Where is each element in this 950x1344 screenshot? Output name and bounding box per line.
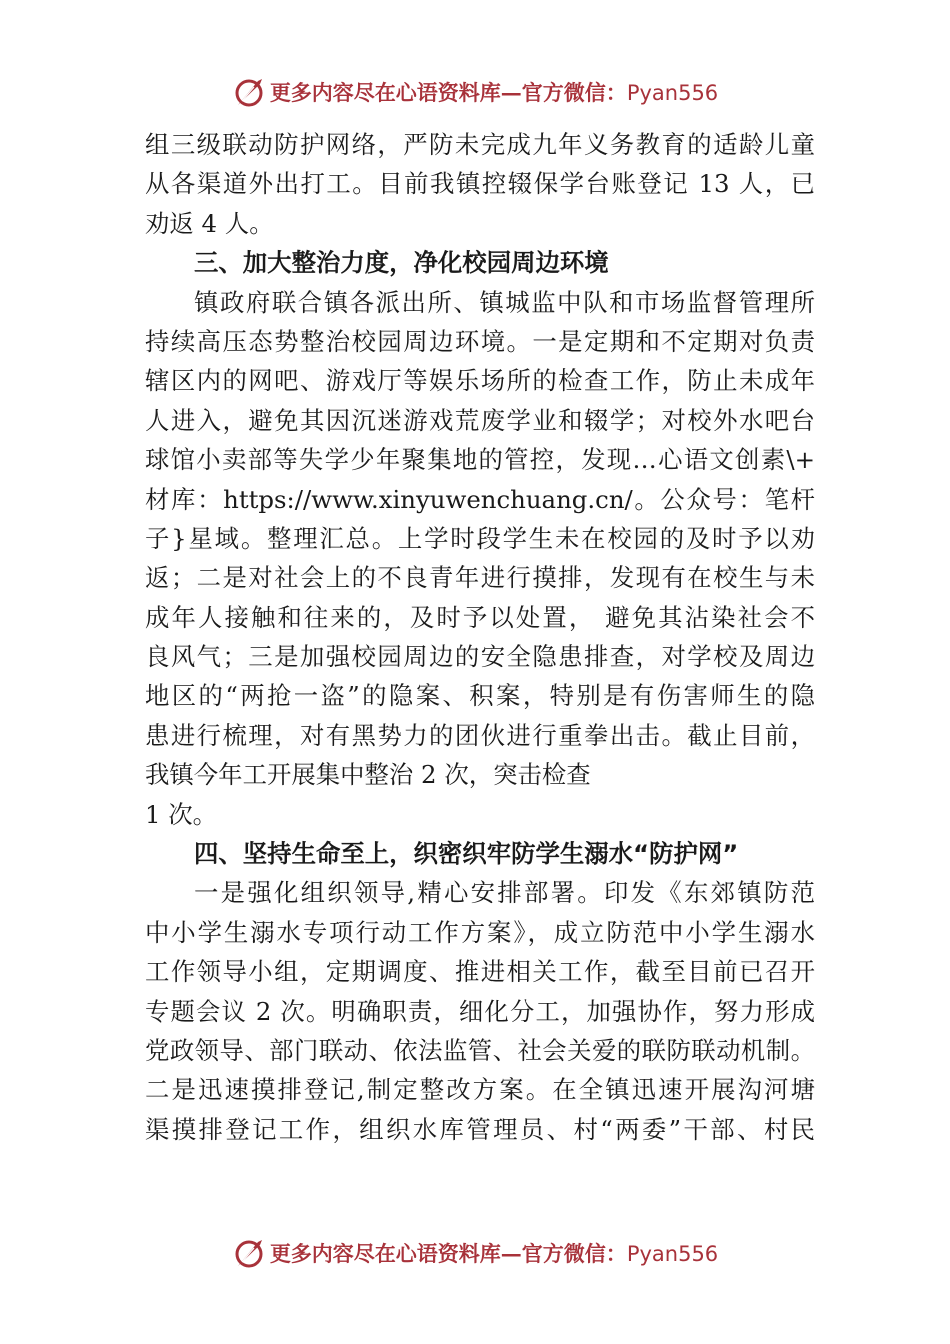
- document-body: [145, 125, 815, 1149]
- paragraph-line: 良风气；三是加强校园周边的安全隐患排查，对学校及周边: [145, 642, 815, 672]
- paragraph-line: 工作领导小组，定期调度、推进相关工作，截至目前已召开: [145, 957, 815, 987]
- paragraph-line: 子}星域。整理汇总。上学时段学生未在校园的及时予以劝: [145, 523, 815, 553]
- paragraph-line: 辖区内的网吧、游戏厅等娱乐场所的检查工作，防止未成年: [145, 366, 815, 396]
- header-watermark-text: 更多内容尽在心语资料库—官方微信：Pyan556: [269, 80, 719, 105]
- paragraph-line: 我镇今年工开展集中整治 2 次，突击检查: [145, 760, 591, 790]
- paragraph-line: 二是迅速摸排登记,制定整改方案。在全镇迅速开展沟河塘: [145, 1075, 815, 1105]
- paragraph-line: 从各渠道外出打工。目前我镇控辍保学台账登记 13 人，已: [145, 169, 815, 199]
- paragraph-line: 组三级联动防护网络，严防未完成九年义务教育的适龄儿童: [145, 130, 815, 159]
- paragraph-line: 1 次。: [145, 799, 218, 829]
- quill-circle-logo-icon: [232, 75, 266, 109]
- section-heading: 三、加大整治力度，净化校园周边环境: [194, 248, 609, 278]
- paragraph-line: 返；二是对社会上的不良青年进行摸排，发现有在校生与未: [145, 563, 815, 593]
- section-heading: 四、坚持生命至上，织密织牢防学生溺水“防护网”: [194, 839, 739, 869]
- header-watermark-banner: [0, 72, 950, 112]
- paragraph-line: 中小学生溺水专项行动工作方案》，成立防范中小学生溺水: [145, 917, 815, 947]
- paragraph-line: 专题会议 2 次。明确职责，细化分工，加强协作，努力形成: [145, 996, 815, 1026]
- paragraph-line: 材库：https://www.xinyuwenchuang.cn/。公众号：笔杆: [145, 484, 815, 514]
- paragraph-line: 人进入，避免其因沉迷游戏荒废学业和辍学；对校外水吧台: [145, 405, 815, 435]
- paragraph-line: 患进行梳理，对有黑势力的团伙进行重拳出击。截止目前，: [145, 720, 815, 750]
- footer-watermark-banner: [0, 1233, 950, 1273]
- paragraph-line: 一是强化组织领导,精心安排部署。印发《东郊镇防范: [194, 878, 815, 908]
- paragraph-line: 镇政府联合镇各派出所、镇城监中队和市场监督管理所: [194, 287, 815, 317]
- paragraph-line: 成年人接触和往来的，及时予以处置， 避免其沾染社会不: [145, 602, 815, 632]
- paragraph-line: 劝返 4 人。: [145, 208, 274, 238]
- paragraph-line: 地区的“两抢一盗”的隐案、积案，特别是有伤害师生的隐: [145, 681, 815, 711]
- footer-watermark-text: 更多内容尽在心语资料库—官方微信：Pyan556: [269, 1241, 719, 1266]
- paragraph-line: 渠摸排登记工作，组织水库管理员、村“两委”干部、村民: [145, 1114, 815, 1144]
- paragraph-line: 持续高压态势整治校园周边环境。一是定期和不定期对负责: [145, 326, 815, 356]
- paragraph-line: 党政领导、部门联动、依法监管、社会关爱的联防联动机制。: [145, 1035, 815, 1065]
- paragraph-line: 球馆小卖部等失学少年聚集地的管控，发现…心语文创素\+: [145, 445, 815, 475]
- quill-circle-logo-icon: [232, 1236, 266, 1270]
